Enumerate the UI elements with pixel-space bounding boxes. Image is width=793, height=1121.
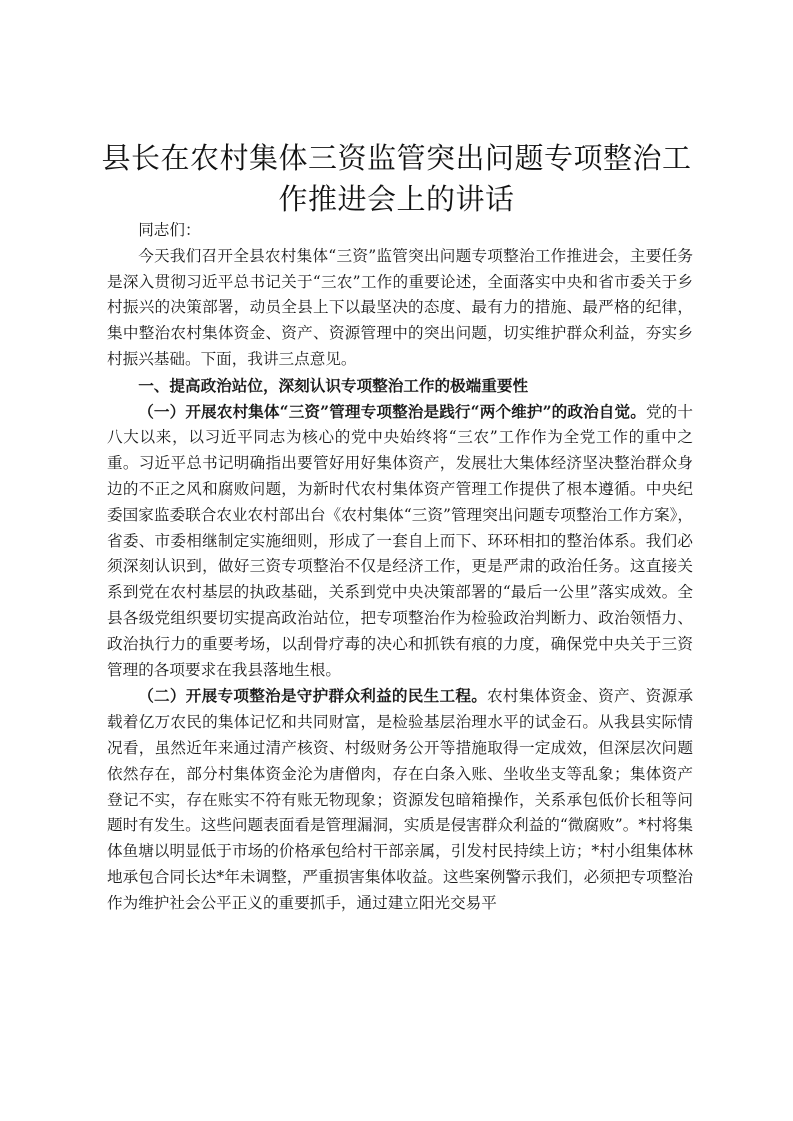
point-2-text: 农村集体资金、资产、资源承载着亿万农民的集体记忆和共同财富，是检验基层治理水平的试金石。从我县实际情况看，虽然近年来通过清产核资、村级财务公开等措施取得一定成效，但深层次问题依然存在，部分村集体资金沦为唐僧肉，存在白条入账、坐收坐支等乱象；集体资产登记不实，存在账实不符有账无物现象；资源发包暗箱操作，关系承包低价长租等问题时有发生。这些问题表面看是管理漏洞，实质是侵害群众利益的“微腐败”。*村将集体鱼塘以明显低于市场的价格承包给村干部亲属，引发村民持续上访；*村小组集体林地承包合同长达*年未调整，严重损害集体收益。这些案例警示我们，必须把专项整治作为维护社会公平正义的重要抓手，通过建立阳光交易平 <box>107 687 693 912</box>
document-body <box>107 218 693 917</box>
salutation: 同志们： <box>138 221 201 239</box>
point-1-text: 党的十八大以来，以习近平同志为核心的党中央始终将“三农”工作作为全党工作的重中之重。习近平总书记明确指出要管好用好集体资产，发展壮大集体经济坚决整治群众身边的不正之风和腐败问题，为新时代农村集体资产管理工作提供了根本遵循。中央纪委国家监委联合农业农村部出台《农村集体“三资”管理突出问题专项整治工作方案》，省委、市委相继制定实施细则，形成了一套自上而下、环环相扣的整治体系。我们必须深刻认识到，做好三资专项整治不仅是经济工作，更是严肃的政治任务。这直接关系到党在农村基层的执政基础，关系到党中央决策部署的“最后一公里”落实成效。全县各级党组织要切实提高政治站位，把专项整治作为检验政治判断力、政治领悟力、政治执行力的重要考场，以刮骨疗毒的决心和抓铁有痕的力度，确保党中央关于三资管理的各项要求在我县落地生根。 <box>107 402 693 679</box>
document-title: 县长在农村集体三资监管突出问题专项整治工作推进会上的讲话 <box>101 141 692 216</box>
point-1-heading: （一）开展农村集体“三资”管理专项整治是践行“两个维护”的政治自觉。 <box>138 401 646 421</box>
intro-paragraph: 今天我们召开全县农村集体“三资”监管突出问题专项整治工作推进会，主要任务是深入贯彻习近平总书记关于“三农”工作的重要论述，全面落实中央和省市委关于乡村振兴的决策部署，动员全县上下以最坚决的态度、最有力的措施、最严格的纪律，集中整治农村集体资金、资产、资源管理中的突出问题，切实维护群众利益，夯实乡村振兴基础。下面，我讲三点意见。 <box>107 246 693 368</box>
point-2-heading: （二）开展专项整治是守护群众利益的民生工程。 <box>138 686 488 706</box>
point-2-paragraph <box>107 683 693 916</box>
point-1-paragraph <box>107 399 693 684</box>
section-heading-1: 一、提高政治站位，深刻认识专项整治工作的极端重要性 <box>138 375 529 395</box>
